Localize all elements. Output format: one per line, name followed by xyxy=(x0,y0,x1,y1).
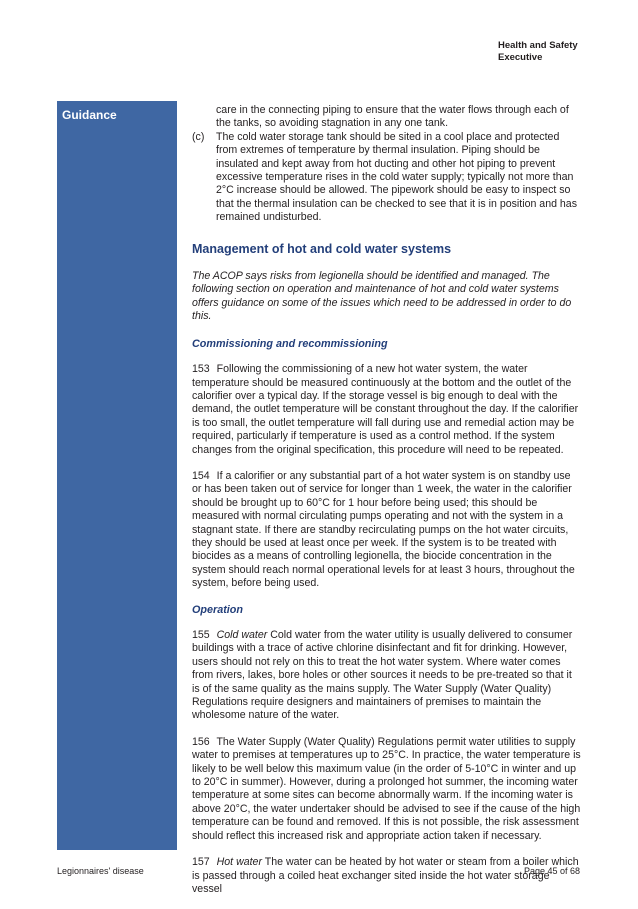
section-intro: The ACOP says risks from legionella should be identified and managed. The following section on operation and maintenance of hot and cold water systems offers guidance on some of the issues which need to be addressed in order to do this. xyxy=(192,270,572,323)
main-content xyxy=(192,104,582,909)
org-line-1: Health and Safety xyxy=(498,40,578,51)
list-item-c xyxy=(192,131,582,225)
org-line-2: Executive xyxy=(498,52,543,63)
paragraph-number: 154 xyxy=(192,469,210,482)
page-number: Page 45 of 68 xyxy=(523,866,580,876)
paragraph-number: 155 xyxy=(192,629,210,641)
list-text: The cold water storage tank should be sited in a cool place and protected from extremes of temperature by thermal insulation. Piping should be insulated and kept away from hot ducting and other hot piping to prevent excessive temperature rises in the cold water supply; typically not more than 2°C increase should be allowed. The pipework should be easy to inspect so that the thermal insulation can be checked to see that it is in position and has remained undisturbed. xyxy=(216,130,577,224)
paragraph-text: The water can be heated by hot water or steam from a boiler which is passed through a coiled heat exchanger sited inside the hot water storage vessel xyxy=(192,856,579,895)
paragraph-text: If a calorifier or any substantial part of a hot water system is on standby use or has been taken out of service for longer than 1 week, the water in the calorifier should be brought up to 60°C for 1 hour before being used; this should be measured with normal circulating pumps operating and not with the system in a stagnant state. If there are standby recirculating pumps on the hot water circuits, they should be used at least once per week. If the system is to be treated with biocides as a means of controlling legionella, the biocide concentration in the system should reach normal operational levels for at least 3 hours, throughout the system, before being used. xyxy=(192,469,575,590)
hse-logo-text xyxy=(498,40,618,64)
paragraph-label: Cold water xyxy=(216,629,268,641)
paragraph-153 xyxy=(192,363,582,457)
sidebar-label: Guidance xyxy=(62,108,117,122)
paragraph-number: 157 xyxy=(192,856,210,869)
paragraph-155 xyxy=(192,629,582,723)
subheading-operation: Operation xyxy=(192,603,243,616)
list-marker: (c) xyxy=(192,130,205,143)
paragraph-text: The Water Supply (Water Quality) Regulations permit water utilities to supply water to premises at temperatures up to 25°C. In practice, the water temperature is likely to be well below this maximum value (in the order of 5-10°C in winter and up to 20°C in summer). However, during a prolonged hot summer, the incoming water temperature at some sites can become abnormally warm. If the incoming water is above 20°C, the water undertaker should be advised to see if the cause of the high temperature can be found and removed. If this is not possible, the risk assessment should reflect this increased risk and appropriate action taken if necessary. xyxy=(192,735,581,842)
section-heading: Management of hot and cold water systems xyxy=(192,241,452,256)
paragraph-label: Hot water xyxy=(216,856,262,869)
subheading-commissioning: Commissioning and recommissioning xyxy=(192,337,388,350)
paragraph-157 xyxy=(192,856,582,896)
paragraph-156 xyxy=(192,736,582,843)
paragraph-number: 156 xyxy=(192,735,210,748)
guidance-sidebar xyxy=(57,101,177,850)
paragraph-number: 153 xyxy=(192,363,210,376)
paragraph-text: Cold water from the water utility is usually delivered to consumer buildings with a trace of active chlorine disinfectant and fit for drinking. However, users should not rely on this to treat the hot water system. Where water comes from rivers, lakes, bore holes or other sources it needs to be pre-treated so that it is of the same quality as the mains supply. The Water Supply (Water Quality) Regulations require designers and maintainers of premises to maintain the wholesome nature of the water. xyxy=(192,629,573,722)
paragraph-text: Following the commissioning of a new hot water system, the water temperature should be measured continuously at the bottom and the outlet of the calorifier over a typical day. If the storage vessel is big enough to deal with the demand, the outlet temperature will be constant throughout the day. If the calorifier is too small, the outlet temperature will fall during use and remedial action may be required, particularly if temperature is used as a control method. If the system changes from the original specification, this procedure will need to be repeated. xyxy=(192,363,579,456)
paragraph-154 xyxy=(192,470,582,591)
footer-title: Legionnaires' disease xyxy=(57,866,144,876)
continued-text: care in the connecting piping to ensure that the water flows through each of the tanks, so avoiding stagnation in any one tank. xyxy=(216,104,569,130)
